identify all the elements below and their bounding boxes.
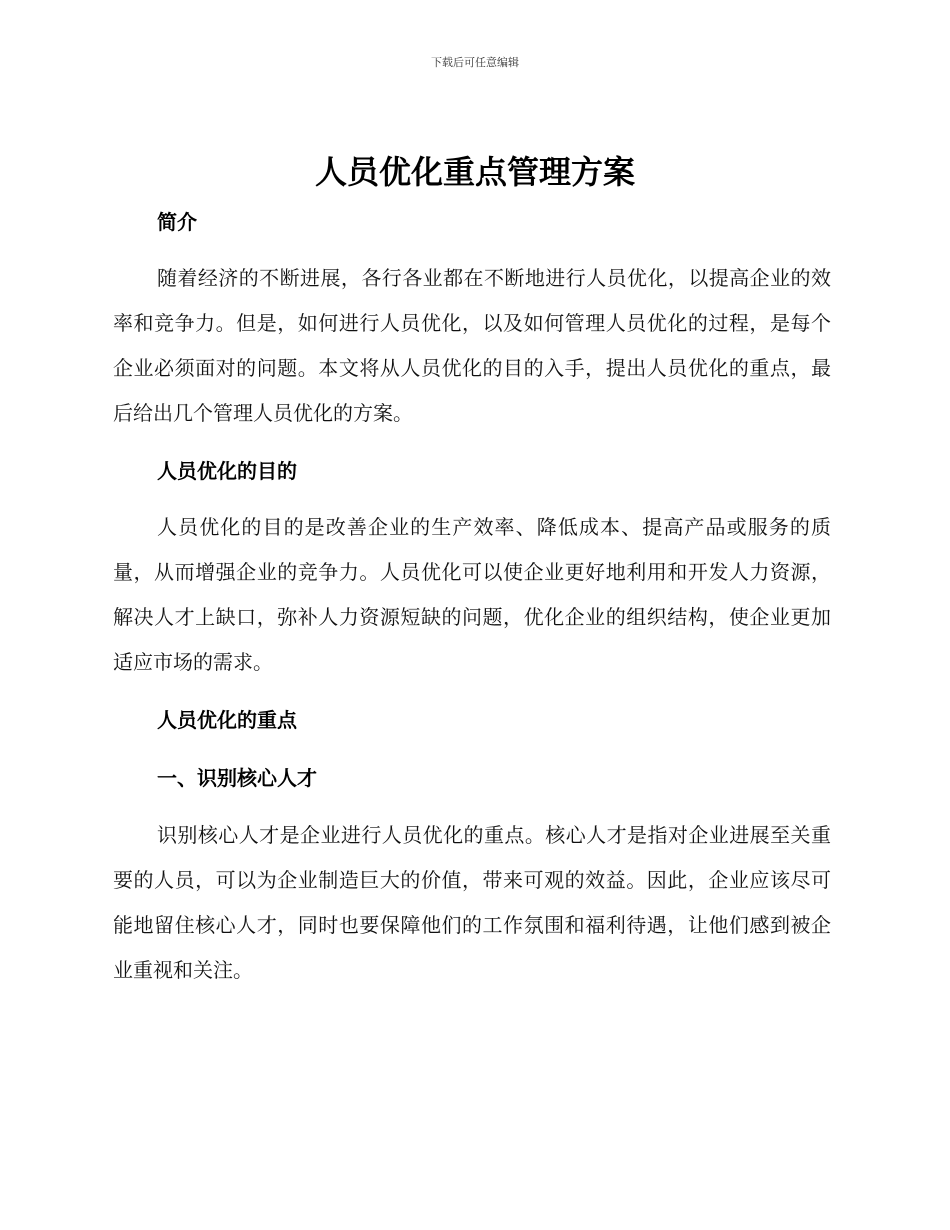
- section-heading-purpose: 人员优化的目的: [157, 459, 297, 483]
- document-title: 人员优化重点管理方案: [314, 153, 635, 191]
- page-header-note: 下载后可任意编辑: [431, 56, 519, 69]
- section-heading-intro: 简介: [157, 210, 197, 234]
- section-heading-focus: 人员优化的重点: [157, 708, 297, 732]
- section-paragraph-purpose: 人员优化的目的是改善企业的生产效率、降低成本、提高产品或服务的质量，从而增强企业的竞争力。人员优化可以使企业更好地利用和开发人力资源，解决人才上缺口，弥补人力资源短缺的问题，优化企业的组织结构，使企业更加适应市场的需求。: [113, 515, 831, 674]
- section-paragraph-intro: 随着经济的不断进展，各行各业都在不断地进行人员优化，以提高企业的效率和竞争力。但是，如何进行人员优化，以及如何管理人员优化的过程，是每个企业必须面对的问题。本文将从人员优化的目的入手，提出人员优化的重点，最后给出几个管理人员优化的方案。: [113, 266, 831, 425]
- subsection-paragraph-core-talent: 识别核心人才是企业进行人员优化的重点。核心人才是指对企业进展至关重要的人员，可以为企业制造巨大的价值，带来可观的效益。因此，企业应该尽可能地留住核心人才，同时也要保障他们的工作氛围和福利待遇，让他们感到被企业重视和关注。: [113, 823, 831, 982]
- subsection-heading-core-talent: 一、识别核心人才: [157, 766, 317, 790]
